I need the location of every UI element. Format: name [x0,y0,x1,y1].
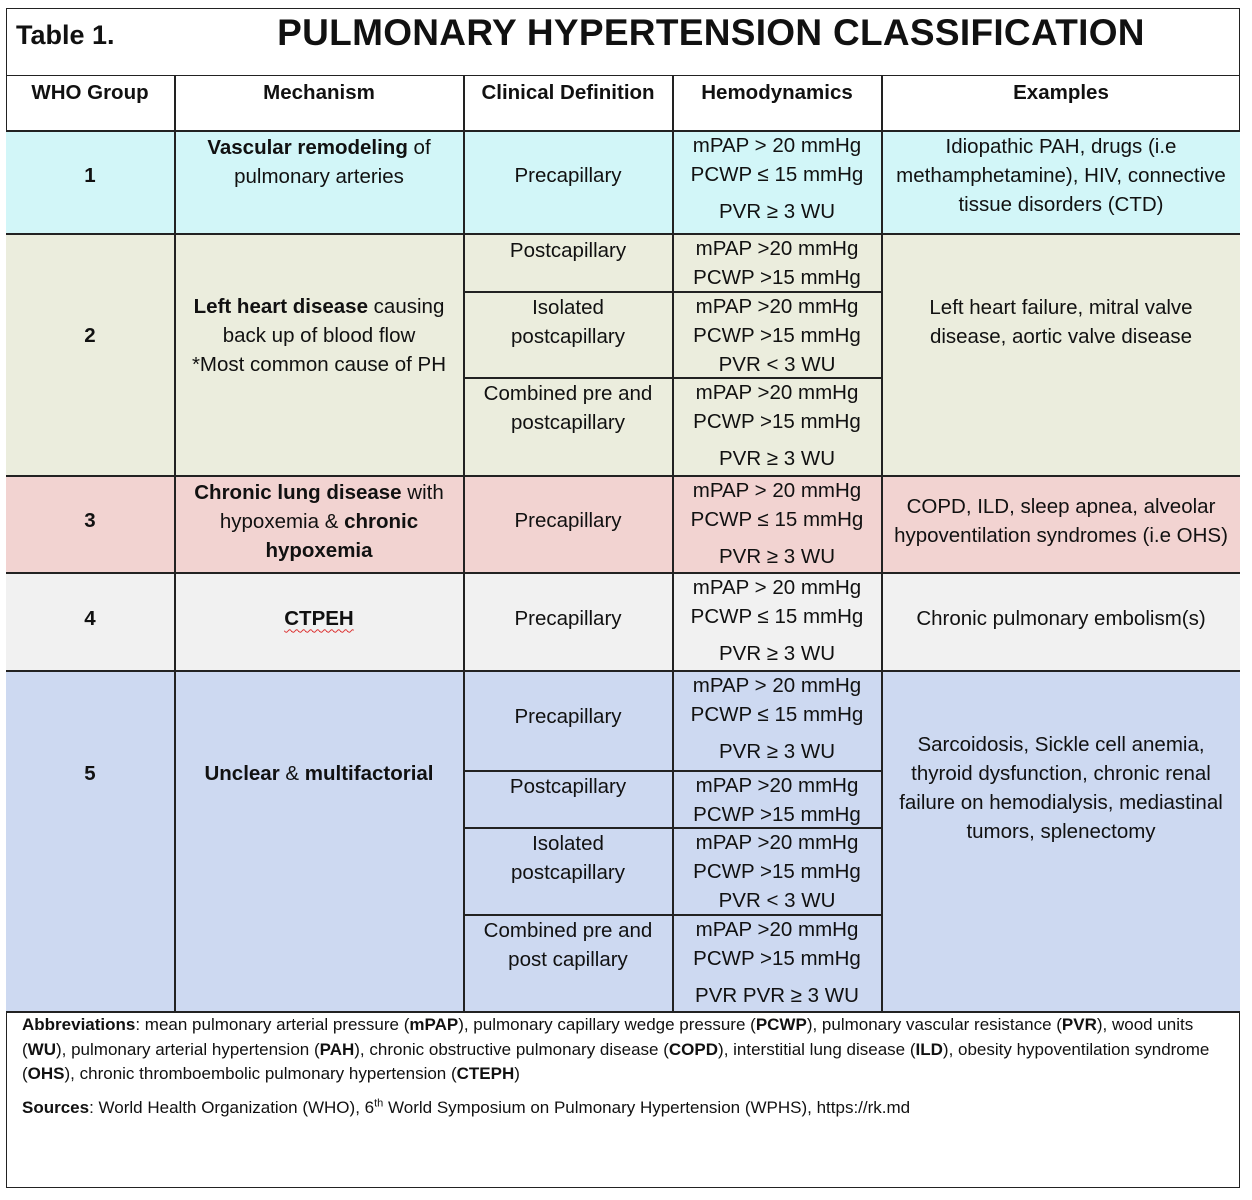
mechanism-note: *Most common cause of PH [191,353,447,376]
mechanism-bold: Unclear [204,761,280,785]
mechanism-text: causing back up of blood flow [222,295,445,347]
abbrev-text: ), wood units ( [22,1015,1194,1059]
group-3-hemodynamics [673,476,881,573]
sources-label: Sources [22,1097,90,1117]
abbrev-text: ), obesity hypoventilation syndrome ( [22,1039,1210,1083]
header-examples: Examples [1013,81,1109,104]
group-3-number [6,476,174,564]
hemo-line: PCWP ≤ 15 mmHg [690,703,864,726]
mechanism-text: with hypoxemia & [219,481,444,533]
abbrev-text: ) [514,1064,520,1083]
group-2-sub1-definition: Postcapillary [509,238,627,262]
group-2-mechanism [175,292,463,412]
group-5-sub2-hemodynamics [673,771,881,828]
mechanism-bold: Chronic lung disease [194,481,402,504]
abbreviations-label: Abbreviations [22,1015,136,1034]
group-5-sub2-definition: Postcapillary [509,774,627,798]
sources-text: World Symposium on Pulmonary Hypertension (WPHS), https://rk.md [383,1097,911,1117]
hemo-line: PVR PVR ≥ 3 WU [695,984,859,1007]
group-2-sub3-definition: Combined pre and postcapillary [483,382,653,434]
hemo-line: mPAP > 20 mmHg [692,674,862,697]
page-title: PULMONARY HYPERTENSION CLASSIFICATION [277,12,1145,53]
sources [22,1096,1232,1121]
hemo-line: PCWP ≤ 15 mmHg [690,508,864,531]
hemo-line: PVR ≥ 3 WU [718,740,836,763]
hemo-line: mPAP >20 mmHg [695,294,859,318]
group-number: 2 [84,323,96,347]
abbrev-term: CTEPH [456,1064,515,1083]
header-who-group: WHO Group [31,81,149,104]
hemo-line: PVR < 3 WU [718,352,836,376]
hemo-line: PVR ≥ 3 WU [718,642,836,665]
sources-superscript: th [374,1096,384,1109]
group-4-hemodynamics [673,573,881,671]
group-4-definition: Precapillary [514,606,622,630]
header-mechanism: Mechanism [263,81,375,104]
group-1-examples: Idiopathic PAH, drugs (i.e methamphetamine), HIV, connective tissue disorders (CTD) [896,134,1226,216]
hemo-line: mPAP > 20 mmHg [692,134,862,157]
footer [22,1013,1232,1120]
hemo-line: PCWP ≤ 15 mmHg [690,605,864,628]
abbrev-term: COPD [668,1039,719,1059]
table-label: Table 1. [16,20,115,50]
group-5-sub4-definition: Combined pre and post capillary [483,919,653,971]
group-number: 5 [84,761,96,785]
group-5-number [6,671,174,875]
group-5-sub3-hemodynamics [673,828,881,915]
group-2-sub2-hemodynamics [673,292,881,378]
abbrev-text: ), pulmonary arterial hypertension ( [56,1039,320,1059]
hemo-line: PVR ≥ 3 WU [718,545,836,568]
hemo-line: PVR ≥ 3 WU [718,200,836,223]
group-4-number [6,573,174,663]
abbrev-text: ), pulmonary capillary wedge pressure ( [458,1015,756,1034]
group-4-mechanism [175,573,463,663]
mechanism-bold: chronic hypoxemia [265,510,419,562]
hemo-line: PVR ≥ 3 WU [718,447,836,470]
abbrev-term: OHS [27,1064,65,1083]
hemo-line: mPAP >20 mmHg [695,773,859,797]
group-1-definition: Precapillary [514,163,622,187]
group-2-number [6,234,174,436]
abbrev-term: PCWP [755,1015,807,1034]
hemo-line: PCWP >15 mmHg [693,860,861,883]
group-5-sub3-definition: Isolated postcapillary [511,832,625,884]
group-3-examples: COPD, ILD, sleep apnea, alveolar hypoventilation syndromes (i.e OHS) [894,495,1228,547]
hemo-line: PCWP >15 mmHg [693,947,861,970]
group-1-mechanism [175,131,463,189]
mechanism-text: & [279,761,305,785]
group-1-hemodynamics [673,131,881,234]
hemo-line: mPAP > 20 mmHg [692,576,862,599]
mechanism-text: CTPEH [284,606,354,630]
abbrev-text: : mean pulmonary arterial pressure ( [135,1015,410,1034]
mechanism-bold: Left heart disease [193,295,368,318]
hemo-line: PCWP >15 mmHg [693,410,861,433]
hemo-line: PVR < 3 WU [718,889,836,912]
group-number: 4 [84,606,96,630]
abbrev-term: WU [27,1039,56,1059]
abbrev-text: ), chronic obstructive pulmonary disease ( [354,1039,669,1059]
group-2-sub1-hemodynamics [673,234,881,292]
group-2-sub2-definition: Isolated postcapillary [511,296,625,348]
mechanism-text: of pulmonary arteries [234,136,431,188]
group-5-sub1-definition: Precapillary [514,704,622,728]
abbrev-text: ), pulmonary vascular resistance ( [806,1015,1062,1034]
hemo-line: mPAP >20 mmHg [695,381,859,404]
header-clinical-definition: Clinical Definition [481,81,655,104]
group-2-examples: Left heart failure, mitral valve disease, aortic valve disease [929,296,1193,348]
group-2-sub3-hemodynamics [673,378,881,476]
hemo-line: mPAP >20 mmHg [695,237,859,260]
hemo-line: mPAP >20 mmHg [695,918,859,941]
group-number: 3 [84,508,96,532]
group-5-sub4-hemodynamics [673,915,881,1012]
mechanism-bold: multifactorial [304,761,434,785]
abbrev-term: mPAP [409,1015,459,1034]
group-5-sub1-hemodynamics [673,671,881,770]
hemo-line: PCWP ≤ 15 mmHg [690,163,864,186]
abbrev-text: ), chronic thromboembolic pulmonary hypertension ( [64,1064,457,1083]
hemo-line: mPAP >20 mmHg [695,831,859,854]
abbrev-term: ILD [915,1039,943,1059]
hemo-line: PCWP >15 mmHg [693,266,861,289]
mechanism-bold: Vascular remodeling [207,136,408,159]
group-1-number [6,131,174,219]
group-5-examples: Sarcoidosis, Sickle cell anemia, thyroid dysfunction, chronic renal failure on hemodialysis, mediastinal tumors, splenectomy [899,733,1223,843]
abbrev-term: PVR [1061,1015,1097,1034]
group-number: 1 [84,163,96,187]
group-3-definition: Precapillary [514,508,622,532]
group-3-mechanism [175,476,463,566]
sources-text: : World Health Organization (WHO), 6 [89,1097,375,1117]
header-hemodynamics: Hemodynamics [701,81,853,104]
hemo-line: mPAP > 20 mmHg [692,479,862,502]
group-5-mechanism [175,671,463,875]
hemo-line: PCWP >15 mmHg [693,802,861,826]
hemo-line: PCWP >15 mmHg [693,323,861,347]
abbrev-text: ), interstitial lung disease ( [718,1039,916,1059]
abbrev-term: PAH [319,1039,355,1059]
abbreviations [22,1013,1232,1087]
group-4-examples: Chronic pulmonary embolism(s) [916,606,1206,630]
